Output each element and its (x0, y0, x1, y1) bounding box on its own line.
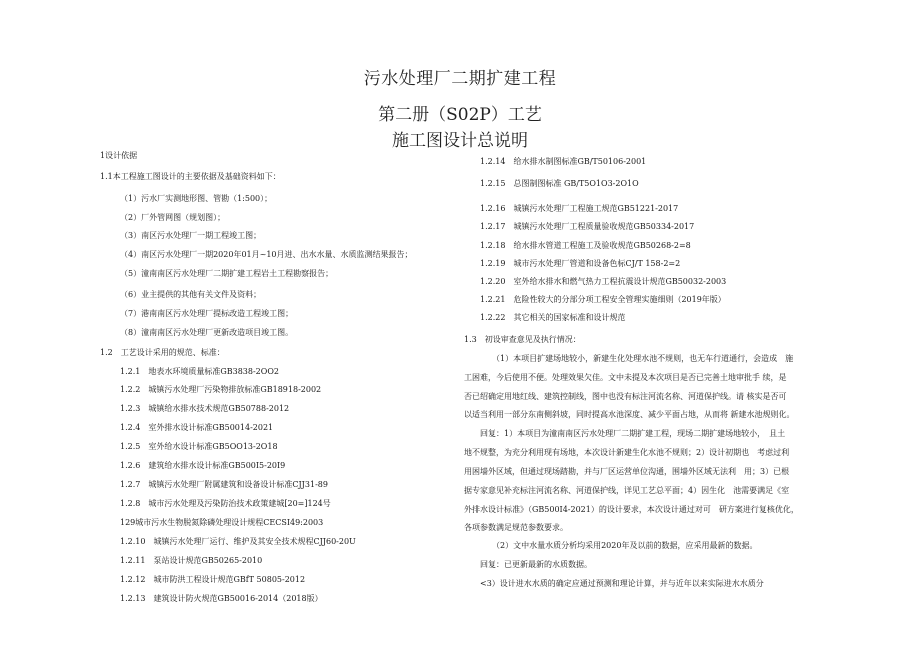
standard-item: 1.2.4 室外排水设计标准GB50014-2021 (120, 423, 274, 432)
basis-item: （1）污水厂实测地形图、管勘（1:500）； (120, 194, 273, 203)
standard-item: 1.2.15 总图制图标准 GB/T5O1O3-2O1O (480, 179, 639, 188)
document-subtitle: 施工图设计总说明 (392, 131, 528, 151)
paragraph-line: 回复：已更新最新的水质数据。 (480, 560, 592, 569)
basis-item: （8）潼南南区污水处理厂更新改造项目竣工图。 (120, 328, 294, 337)
standard-item: 1.2.19 城市污水处理厂管道和设备色标CJ/T 158-2=2 (480, 259, 681, 268)
document-title: 污水处理厂二期扩建工程 (363, 69, 557, 89)
basis-item: （4）南区污水处理厂一期2020年01月~10月进、出水水量、水质监测结果报告； (120, 250, 413, 259)
basis-item: （6）业主提供的其他有关文件及资料； (120, 290, 262, 299)
paragraph-line: 据专家意见补充标注河流名称、河道保护线，详见工艺总平面；4）因生化 池需要满足《室 (464, 486, 790, 495)
subsection-heading: 1.3 初设审查意见及执行情况： (464, 335, 581, 344)
paragraph-line: （1）本项目扩建场地较小，新建生化处理水池不规则，也无车行道通行，会造成 施 (492, 354, 794, 363)
subsection-heading: 1.1本工程施工图设计的主要依据及基础资料如下： (100, 172, 281, 181)
standard-item: 1.2.3 城镇给水排水技术规范GB50788-2012 (120, 404, 290, 413)
standard-item: 1.2.8 城市污水处理及污染防治技术政策建城[20=]124号 (120, 499, 331, 508)
standard-item: 1.2.22 其它相关的国家标准和设计规范 (480, 313, 626, 322)
paragraph-line: （2）文中水量水质分析均采用2020年及以前的数据，应采用最新的数据。 (492, 541, 758, 550)
standard-item: 1.2.16 城镇污水处理厂工程施工规范GB51221-2017 (480, 204, 679, 213)
basis-item: （2）厂外管网图（规划图）； (120, 213, 226, 222)
paragraph-line: 以适当利用一部分东南侧斜坡，同时提高水池深度、减少平面占地，从而将 新建水池规则化。 (464, 410, 795, 419)
standard-item: 1.2.14 给水排水制图标准GB/T50106-2001 (480, 157, 647, 166)
standard-item: 1.2.7 城镇污水处理厂附属建筑和设备设计标准CJJ31-89 (120, 480, 328, 489)
standard-item: 1.2.12 城市防洪工程设计规范GBfT 50805-2012 (120, 575, 306, 584)
paragraph-line: <3）设计进水水质的确定应通过预测和理论计算，并与近年以来实际进水水质分 (480, 579, 764, 588)
paragraph-line: 外排水设计标准》（GB500I4-2021）的设计要求，本次设计通过对可 研方案进行复核优化， (464, 505, 799, 514)
standard-item: 1.2.20 室外给水排水和燃气热力工程抗震设计规范GB50032-2003 (480, 277, 727, 286)
standard-item: 1.2.1 地表水环境质量标准GB3838-2OO2 (120, 367, 279, 376)
standard-item: 1.2.2 城镇污水处理厂污染物排放标准GB18918-2002 (120, 385, 322, 394)
paragraph-line: 工困难，今后使用不便。处理效果欠佳。文中未提及本次项目是否已完善土地审批手 续，是 (464, 373, 787, 382)
subsection-heading: 1.2 工艺设计采用的规范、标准： (100, 348, 225, 357)
standard-item: 129城市污水生物脱氮除磷处理设计规程CECSI49:2003 (120, 518, 324, 527)
standard-item: 1.2.5 室外给水设计标准GB5OO13-2O18 (120, 442, 278, 451)
paragraph-line: 回复：1）本项目为潼南南区污水处理厂二期扩建工程，现场二期扩建场地较小， 且土 (480, 429, 786, 438)
standard-item: 1.2.10 城镇污水处理厂运行、维护及其安全技术规程CJJ60-20U (120, 537, 356, 546)
standard-item: 1.2.13 建筑设计防火规范GB50016-2014（2018版） (120, 594, 323, 603)
basis-item: （3）南区污水处理厂一期工程竣工图； (120, 231, 262, 240)
standard-item: 1.2.18 给水排水管道工程施工及验收规范GB50268-2=8 (480, 241, 691, 250)
volume-title: 第二册（S02P）工艺 (378, 105, 542, 125)
paragraph-line: 各项参数满足规范参数要求。 (464, 523, 568, 532)
basis-item: （5）潼南南区污水处理厂二期扩建工程岩土工程勘察报告； (120, 269, 334, 278)
paragraph-line: 否已绍确定用地红线、建筑控制线，图中也没有标注河流名称、河道保护线。请 核实是否可 (464, 392, 787, 401)
standard-item: 1.2.21 危险性较大的分部分项工程安全管理实施细则（2019年版） (480, 295, 726, 304)
basis-item: （7）港南南区污水处理厂提标改造工程竣工图； (120, 309, 294, 318)
paragraph-line: 地不规整，为充分利用现有场地，本次设计新建生化水池不规则；2）设计初期也 考虑过利 (464, 448, 790, 457)
standard-item: 1.2.11 泵站设计规范GB50265-2010 (120, 556, 263, 565)
standard-item: 1.2.6 建筑给水排水设计标准GB500I5-20I9 (120, 461, 286, 470)
standard-item: 1.2.17 城镇污水处理厂工程质量验收规范GB50334-2017 (480, 222, 695, 231)
section-heading: 1设计依据 (100, 151, 138, 160)
paragraph-line: 用困墙外区域，但通过现场踏勘，并与厂区运营单位沟通，围墙外区域无法利 用；3）已根 (464, 467, 790, 476)
